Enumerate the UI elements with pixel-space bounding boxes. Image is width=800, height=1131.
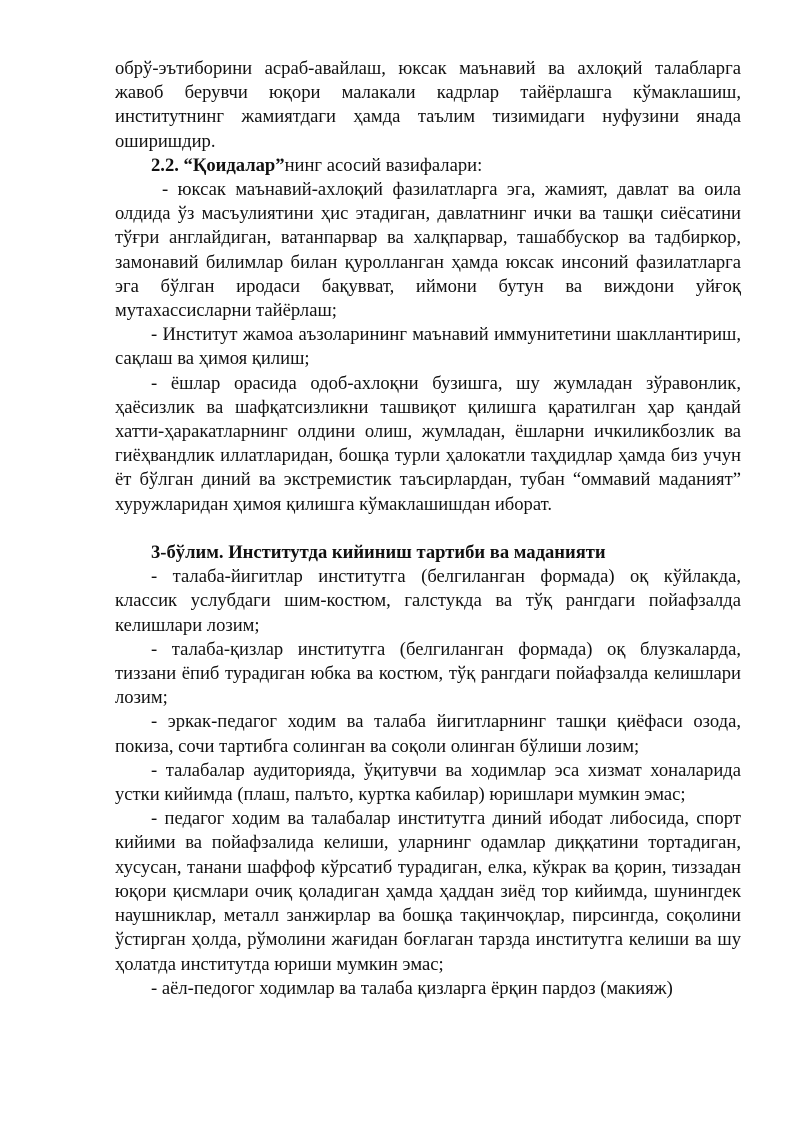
subsection-heading [115,154,741,178]
task-item: - Институт жамоа аъзоларининг маънавий иммунитетини шакллантириш, сақлаш ва ҳимоя қилиш; [115,324,741,370]
intro-paragraph: обрў-эътиборини асраб-авайлаш, юксак маънавий ва ахлоқий талабларга жавоб берувчи юқори малакали кадрлар тайёрлашга кўмаклашиш, институтнинг жамиятдаги ҳамда таълим тизимидаги нуфузини янада оширишдир. [115,58,741,152]
subsection-heading-rest: нинг асосий вазифалари: [284,154,483,176]
task-item: - ёшлар орасида одоб-ахлоқни бузишга, шу жумладан зўравонлик, ҳаёсизлик ва шафқатсизликни ташвиқот қилишга қаратилган ҳар қандай хатти-ҳаракатларнинг олдини олиш, жумладан, ёшларни ичкиликбозлик ва гиёҳвандлик иллатларидан, бошқа турли ҳалокатли таҳдидлар ҳамда биз учун ёт бўлган диний ва экстремистик таъсирлардан, тубан “оммавий маданият” хуружларидан ҳимоя қилишга кўмаклашишдан иборат. [115,372,741,515]
section-spacer [115,517,741,541]
dress-item: - педагог ходим ва талабалар институтга диний ибодат либосида, спорт кийими ва пойафзалида келиши, уларнинг одамлар диққатини тортадиган, хусусан, танани шаффоф кўрсатиб турадиган, елка, кўкрак ва қорин, тиззадан юқори қисмлари очиқ қоладиган ҳамда ҳаддан зиёд тор кийимда, шунингдек наушниклар, металл занжирлар ва бошқа тақинчоқлар, пирсингда, соқолини ўстирган ҳолда, рўмолини жағидан боғлаган тарзда институтга келиши ва шу ҳолатда институтда юриши мумкин эмас; [115,808,741,975]
section-heading-text: 3-бўлим. Институтда кийиниш тартиби ва маданияти [151,542,606,564]
task-item: - юксак маънавий-ахлоқий фазилатларга эга, жамият, давлат ва оила олдида ўз масъулиятини ҳис этадиган, давлатнинг ички ва ташқи сиёсатини тўғри англайдиган, ватанпарвар ва халқпарвар, ташаббускор ва тадбиркор, замонавий билимлар билан қуролланган ҳамда юксак инсоний фазилатларга эга бўлган иродаси бақувват, иймони бутун ва виждони уйғоқ мутахассисларни тайёрлаш; [115,179,741,322]
dress-item: - талаба-йигитлар институтга (белгиланган формада) оқ кўйлакда, классик услубдаги шим-костюм, галстукда ва тўқ рангдаги пойафзалда келишлари лозим; [115,566,741,636]
document-page [115,57,741,1001]
dress-item: - талабалар аудиторияда, ўқитувчи ва ходимлар эса хизмат хоналарида устки кийимда (плаш, палъто, куртка кабилар) юришлари мумкин эмас; [115,759,741,806]
dress-item: - эркак-педагог ходим ва талаба йигитларнинг ташқи қиёфаси озода, покиза, сочи тартибга солинган ва соқоли олинган бўлиши лозим; [115,711,741,757]
dress-item: - аёл-педогог ходимлар ва талаба қизларга ёрқин пардоз (макияж) [151,977,673,999]
dress-item: - талаба-қизлар институтга (белгиланган формада) оқ блузкаларда, тиззани ёпиб турадиган юбка ва костюм, тўқ рангдаги пойафзалда келишлари лозим; [115,638,741,709]
subsection-number-title: 2.2. “Қоидалар” [151,154,285,176]
section-heading [115,541,741,565]
